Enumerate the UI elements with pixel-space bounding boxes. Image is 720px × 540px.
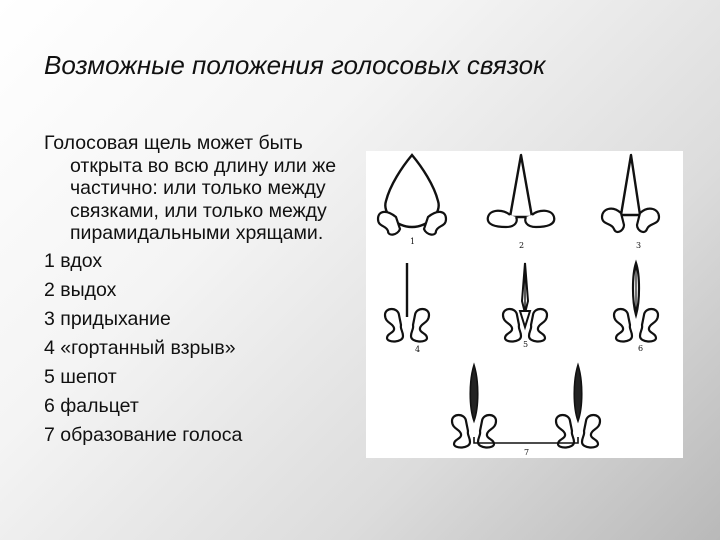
figure-label: 7 xyxy=(524,448,530,457)
figure-label: 6 xyxy=(638,344,644,353)
glottis-shape-7b xyxy=(556,365,600,448)
list-item: 2 выдох xyxy=(44,278,117,301)
figure-label: 5 xyxy=(523,340,529,349)
glottis-shape-3 xyxy=(602,155,659,250)
glottis-shape-6 xyxy=(614,263,658,353)
list-item: 6 фальцет xyxy=(44,394,139,417)
figure-label: 1 xyxy=(410,237,416,246)
list-item: 4 «гортанный взрыв» xyxy=(44,336,236,359)
list-item: 7 образование голоса xyxy=(44,423,243,446)
glottis-shape-2 xyxy=(488,155,555,250)
slide-body xyxy=(44,132,364,450)
glottis-shape-5 xyxy=(503,263,547,349)
glottis-shape-7a xyxy=(452,365,496,448)
list-item: 3 придыхание xyxy=(44,307,171,330)
list-item: 1 вдох xyxy=(44,249,103,272)
glottis-shape-1 xyxy=(378,155,446,246)
figure-label: 2 xyxy=(519,241,525,250)
vocal-folds-diagram xyxy=(366,151,683,458)
list-item: 5 шепот xyxy=(44,365,117,388)
intro-paragraph: Голосовая щель может быть открыта во всю длину или же частично: или только между связками, или только между пирамидальными хрящами. xyxy=(44,132,337,245)
figure-label: 4 xyxy=(415,345,421,354)
glottis-shape-4 xyxy=(385,263,429,354)
vocal-folds-figure xyxy=(366,151,683,458)
slide-title: Возможные положения голосовых связок xyxy=(44,50,546,80)
figure-label: 3 xyxy=(636,241,642,250)
positions-list xyxy=(44,247,364,450)
